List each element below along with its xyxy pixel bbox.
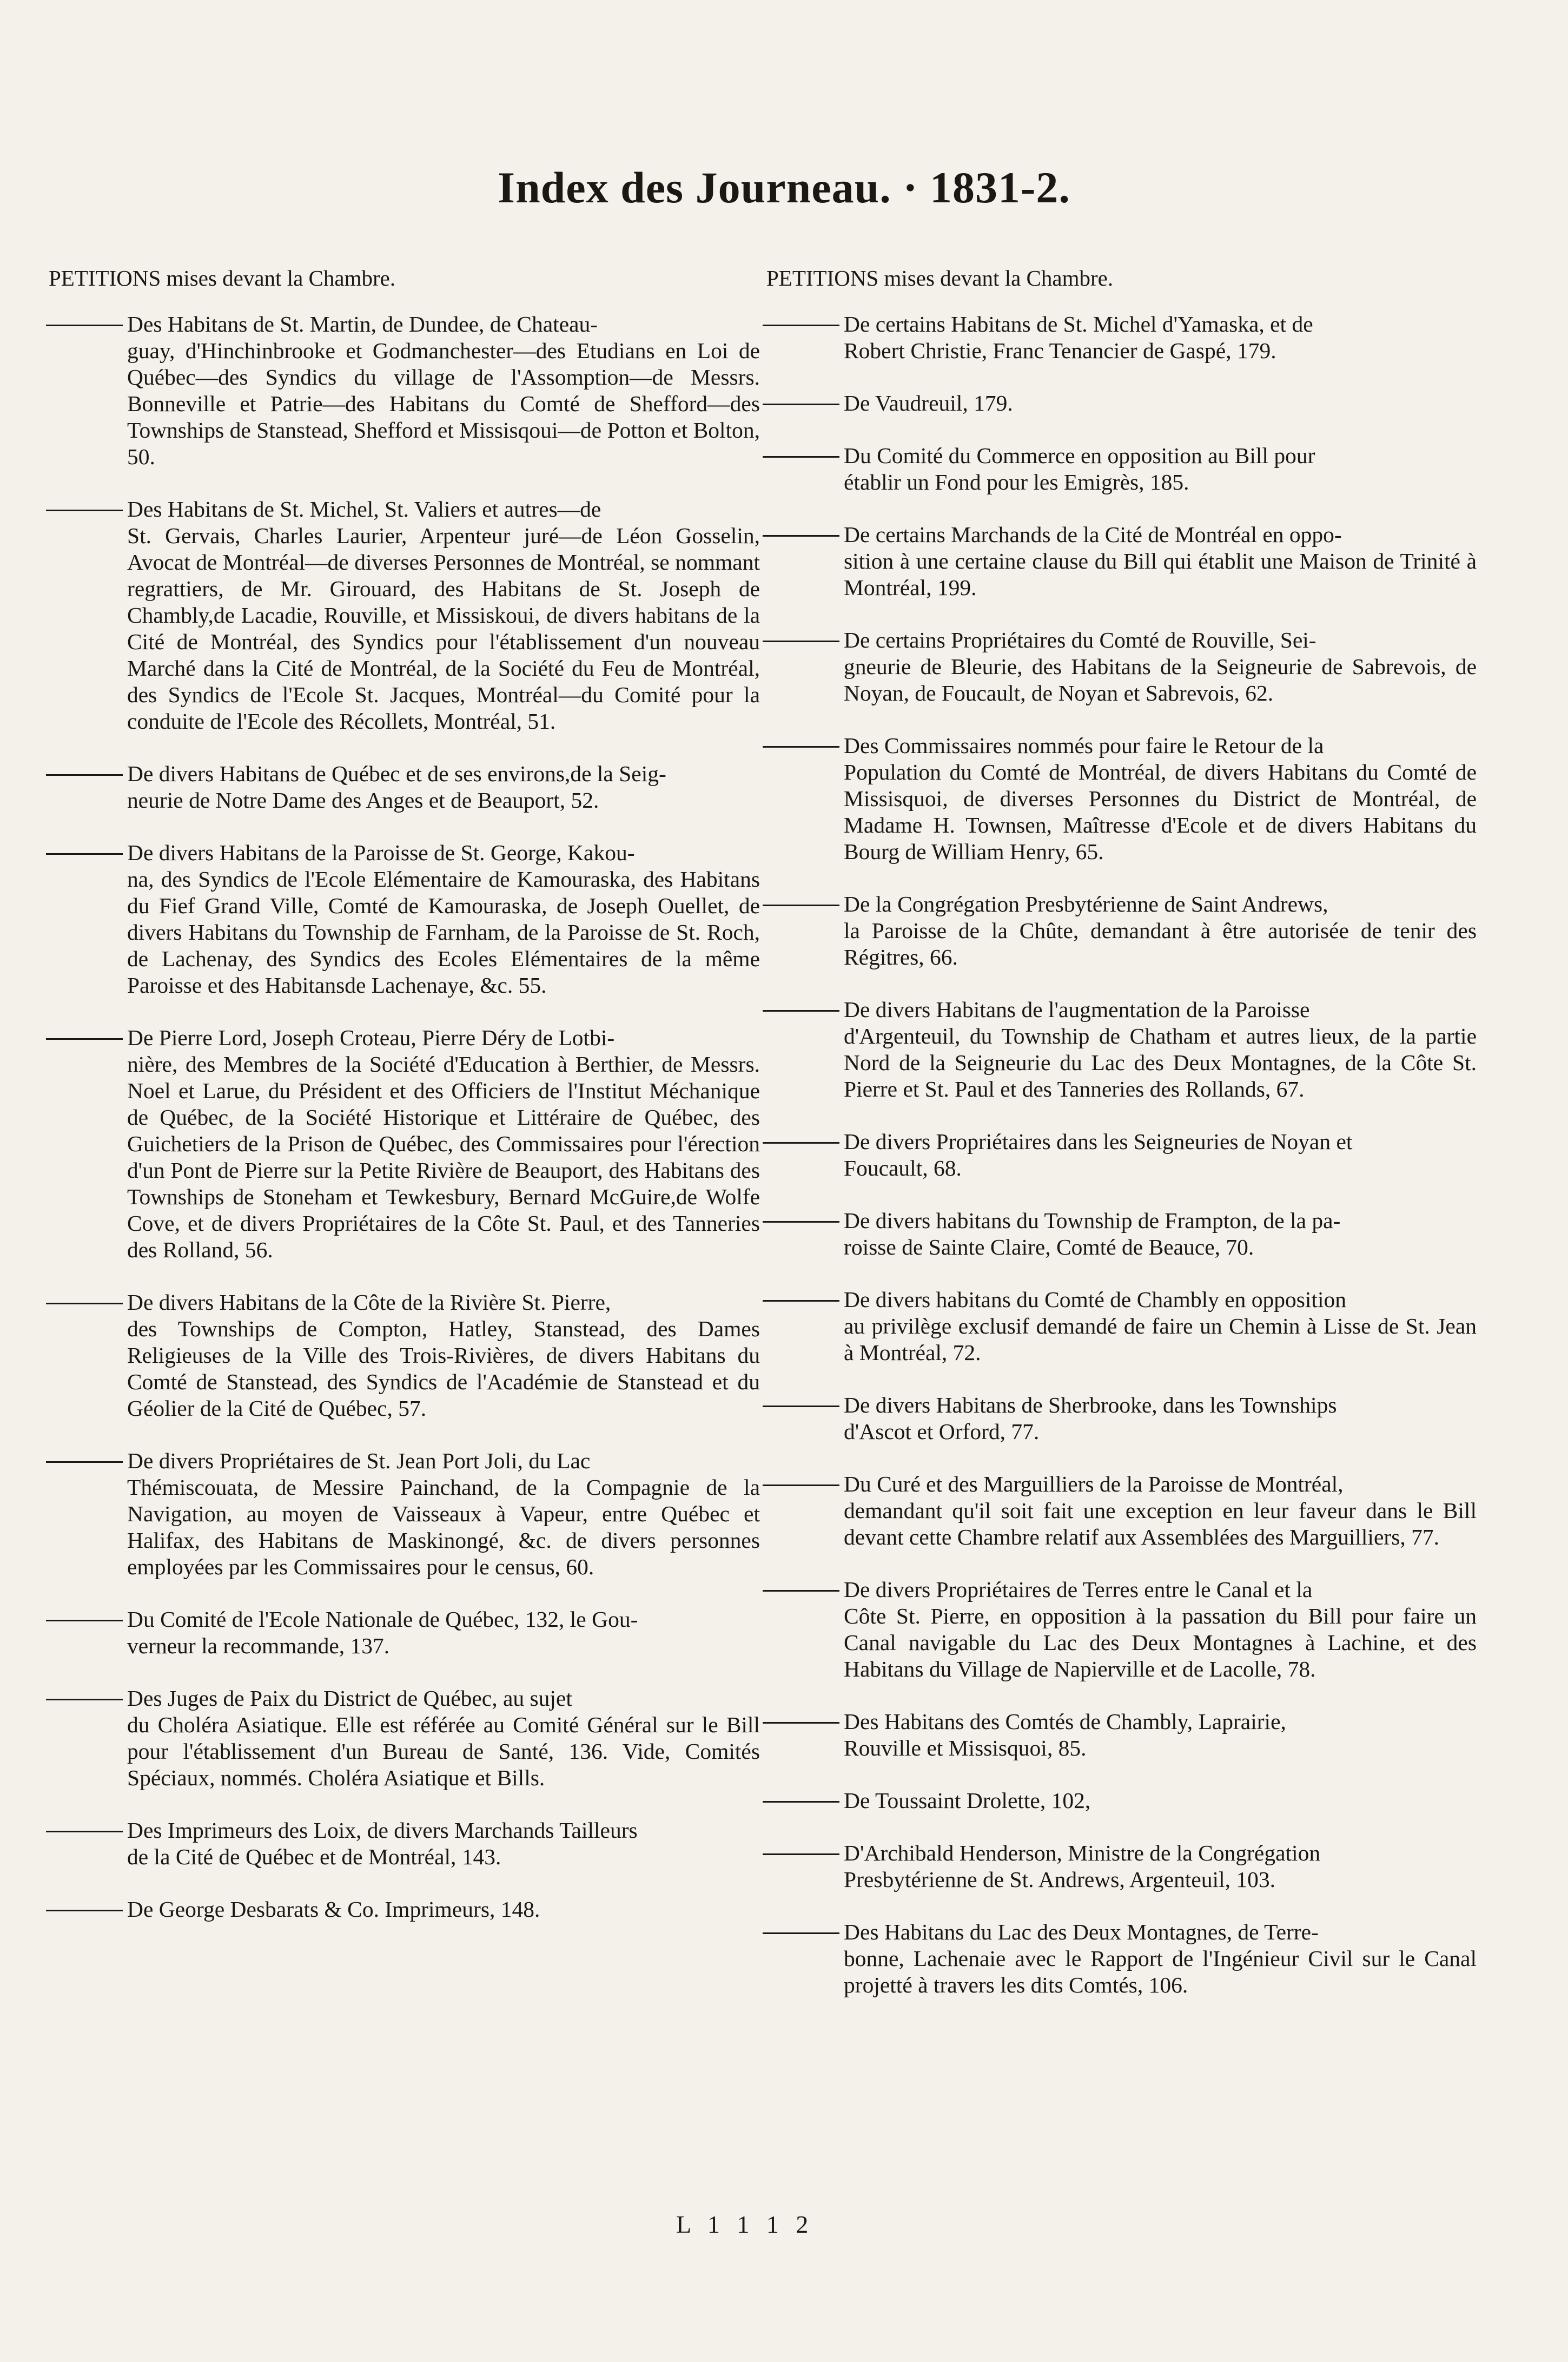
- entry-first-line: Du Comité du Commerce en opposition au Bill pour: [844, 443, 1315, 468]
- entry-first-line: De divers Habitans de Sherbrooke, dans les Townships: [844, 1393, 1337, 1417]
- entry-continuation: la Paroisse de la Chûte, demandant à être autorisée de tenir des Régitres, 66.: [844, 918, 1477, 969]
- entry-dash-rule: [46, 840, 127, 866]
- entry-dash-rule: [46, 311, 127, 338]
- entry-first-line: De divers Propriétaires de St. Jean Port Joli, du Lac: [127, 1448, 591, 1473]
- entry-continuation: Robert Christie, Franc Tenancier de Gaspé, 179.: [844, 338, 1276, 363]
- entry-first-line: De Vaudreuil, 179.: [844, 391, 1013, 415]
- entry-dash-rule: [763, 1787, 844, 1814]
- index-entry: [763, 1919, 1477, 1998]
- entry-dash-rule: [46, 1817, 127, 1844]
- entry-continuation: de la Cité de Québec et de Montréal, 143.: [127, 1844, 501, 1869]
- entry-continuation: na, des Syndics de l'Ecole Elémentaire de Kamouraska, des Habitans du Fief Grand Ville, Comté de Kamouraska, de Joseph Ouellet, de divers Habitans du Township de Farnham, de la Paroisse de St. Roch, de Lachenay, des Syndics des Ecoles Elémentaires de la même Paroisse et des Habitansde Lachenaye, &c. 55.: [127, 867, 760, 998]
- entry-first-line: De la Congrégation Presbytérienne de Saint Andrews,: [844, 892, 1328, 916]
- page-title: Index des Journeau. · 1831-2.: [498, 163, 1070, 212]
- entry-first-line: Des Habitans de St. Michel, St. Valiers et autres—de: [127, 497, 601, 522]
- entry-continuation: gneurie de Bleurie, des Habitans de la Seigneurie de Sabrevois, de Noyan, de Foucault, de Noyan et Sabrevois, 62.: [844, 654, 1477, 705]
- index-entry: [46, 840, 760, 999]
- left-column-heading: PETITIONS mises devant la Chambre.: [49, 266, 396, 291]
- index-entry: [46, 311, 760, 470]
- entry-first-line: De divers Habitans de l'augmentation de la Paroisse: [844, 997, 1310, 1022]
- index-entry: [46, 1685, 760, 1791]
- index-entry: [763, 1471, 1477, 1551]
- index-entry: [763, 733, 1477, 865]
- entry-first-line: De divers habitans du Comté de Chambly en opposition: [844, 1287, 1347, 1312]
- index-entry: [763, 1576, 1477, 1683]
- entry-continuation: guay, d'Hinchinbrooke et Godmanchester—des Etudians en Loi de Québec—des Syndics du village de l'Assomption—de Messrs. Bonneville et Patrie—des Habitans du Comté de Shefford—des Townships de Stanstead, Shefford et Missisqoui—de Potton et Bolton, 50.: [127, 338, 760, 469]
- entry-continuation: au privilège exclusif demandé de faire un Chemin à Lisse de St. Jean à Montréal, 72.: [844, 1314, 1477, 1365]
- index-entry: [763, 390, 1477, 417]
- entry-dash-rule: [763, 390, 844, 417]
- entry-first-line: De George Desbarats & Co. Imprimeurs, 148.: [127, 1897, 540, 1922]
- entry-continuation: Foucault, 68.: [844, 1156, 962, 1180]
- entry-dash-rule: [763, 1471, 844, 1497]
- entry-dash-rule: [763, 997, 844, 1023]
- entry-first-line: D'Archibald Henderson, Ministre de la Congrégation: [844, 1840, 1321, 1865]
- right-column: [763, 311, 1477, 2024]
- entry-first-line: Des Imprimeurs des Loix, de divers Marchands Tailleurs: [127, 1818, 638, 1843]
- entry-first-line: De divers Habitans de Québec et de ses environs,de la Seig-: [127, 761, 666, 786]
- entry-dash-rule: [763, 1286, 844, 1313]
- index-entry: [763, 891, 1477, 971]
- entry-dash-rule: [763, 627, 844, 654]
- entry-continuation: roisse de Sainte Claire, Comté de Beauce, 70.: [844, 1235, 1254, 1259]
- entry-dash-rule: [763, 522, 844, 548]
- index-entry: [46, 1448, 760, 1580]
- entry-continuation: sition à une certaine clause du Bill qui établit une Maison de Trinité à Montréal, 199.: [844, 549, 1477, 600]
- entry-first-line: Des Commissaires nommés pour faire le Retour de la: [844, 733, 1324, 758]
- index-entry: [46, 496, 760, 735]
- entry-first-line: Du Curé et des Marguilliers de la Paroisse de Montréal,: [844, 1472, 1344, 1496]
- entry-continuation: demandant qu'il soit fait une exception en leur faveur dans le Bill devant cette Chambre relatif aux Assemblées des Marguilliers, 77.: [844, 1498, 1477, 1549]
- entry-dash-rule: [763, 1129, 844, 1155]
- entry-first-line: De divers habitans du Township de Frampton, de la pa-: [844, 1208, 1341, 1233]
- entry-continuation: d'Ascot et Orford, 77.: [844, 1419, 1040, 1444]
- entry-first-line: Des Habitans de St. Martin, de Dundee, de Chateau-: [127, 312, 598, 337]
- entry-continuation: du Choléra Asiatique. Elle est référée au Comité Général sur le Bill pour l'établissement d'un Bureau de Santé, 136. Vide, Comités Spéciaux, nommés. Choléra Asiatique et Bills.: [127, 1712, 760, 1790]
- index-entry: [763, 1392, 1477, 1445]
- index-entry: [46, 1817, 760, 1870]
- entry-dash-rule: [763, 1208, 844, 1234]
- entry-continuation: neurie de Notre Dame des Anges et de Beauport, 52.: [127, 788, 599, 813]
- entry-dash-rule: [46, 1896, 127, 1923]
- left-column: [46, 311, 760, 1949]
- entry-first-line: De certains Habitans de St. Michel d'Yamaska, et de: [844, 312, 1313, 337]
- entry-continuation: Population du Comté de Montréal, de divers Habitans du Comté de Missisquoi, de diverses Personnes du District de Montréal, de Madame H. Townsen, Maîtresse d'Ecole et de divers Habitans du Bourg de William Henry, 65.: [844, 760, 1477, 864]
- index-entry: [46, 761, 760, 814]
- index-entry: [763, 1286, 1477, 1366]
- entry-continuation: d'Argenteuil, du Township de Chatham et autres lieux, de la partie Nord de la Seigneurie du Lac des Deux Montagnes, de la Côte St. Pierre et St. Paul et des Tanneries des Rollands, 67.: [844, 1024, 1477, 1101]
- entry-first-line: De divers Propriétaires de Terres entre le Canal et la: [844, 1577, 1313, 1602]
- index-entry: [763, 522, 1477, 601]
- signature-mark: L 1 1 1 2: [676, 2211, 814, 2238]
- entry-first-line: Du Comité de l'Ecole Nationale de Québec, 132, le Gou-: [127, 1607, 638, 1632]
- entry-dash-rule: [763, 1840, 844, 1866]
- index-entry: [763, 311, 1477, 364]
- index-entry: [763, 1787, 1477, 1814]
- entry-dash-rule: [763, 1708, 844, 1735]
- entry-first-line: De divers Habitans de la Côte de la Rivière St. Pierre,: [127, 1290, 611, 1315]
- entry-first-line: De Pierre Lord, Joseph Croteau, Pierre Déry de Lotbi-: [127, 1025, 615, 1050]
- index-entry: [763, 1708, 1477, 1761]
- entry-dash-rule: [763, 311, 844, 338]
- entry-continuation: Côte St. Pierre, en opposition à la passation du Bill pour faire un Canal navigable du Lac des Deux Montagnes à Lachine, et des Habitans du Village de Napierville et de Lacolle, 78.: [844, 1604, 1477, 1681]
- entry-first-line: Des Habitans du Lac des Deux Montagnes, de Terre-: [844, 1919, 1319, 1944]
- entry-dash-rule: [763, 1392, 844, 1418]
- entry-first-line: De divers Habitans de la Paroisse de St. George, Kakou-: [127, 840, 635, 865]
- entry-continuation: Presbytérienne de St. Andrews, Argenteuil, 103.: [844, 1867, 1275, 1892]
- entry-first-line: Des Habitans des Comtés de Chambly, Laprairie,: [844, 1709, 1286, 1734]
- entry-first-line: De Toussaint Drolette, 102,: [844, 1788, 1091, 1813]
- entry-first-line: De certains Propriétaires du Comté de Rouville, Sei-: [844, 628, 1316, 652]
- right-column-heading: PETITIONS mises devant la Chambre.: [766, 266, 1114, 291]
- entry-continuation: Rouville et Missisquoi, 85.: [844, 1736, 1087, 1760]
- entry-continuation: bonne, Lachenaie avec le Rapport de l'Ingénieur Civil sur le Canal projetté à travers les dits Comtés, 106.: [844, 1946, 1477, 1997]
- index-entry: [46, 1025, 760, 1263]
- index-entry: [763, 443, 1477, 496]
- index-entry: [46, 1289, 760, 1422]
- entry-dash-rule: [763, 443, 844, 469]
- entry-continuation: verneur la recommande, 137.: [127, 1633, 390, 1658]
- entry-first-line: De certains Marchands de la Cité de Montréal en oppo-: [844, 522, 1342, 547]
- index-entry: [46, 1606, 760, 1659]
- entry-continuation: Thémiscouata, de Messire Painchand, de la Compagnie de la Navigation, au moyen de Vaisseaux à Vapeur, entre Québec et Halifax, des Habitans de Maskinongé, &c. de divers personnes employées par les Commissaires pour le census, 60.: [127, 1475, 760, 1579]
- entry-dash-rule: [46, 1685, 127, 1712]
- entry-dash-rule: [763, 1576, 844, 1603]
- entry-first-line: Des Juges de Paix du District de Québec, au sujet: [127, 1686, 572, 1711]
- index-entry: [763, 1208, 1477, 1261]
- index-entry: [763, 997, 1477, 1103]
- entry-continuation: des Townships de Compton, Hatley, Stanstead, des Dames Religieuses de la Ville des Trois-Rivières, de divers Habitans du Comté de Stanstead, des Syndics de l'Académie de Stanstead et du Géolier de la Cité de Québec, 57.: [127, 1316, 760, 1421]
- entry-continuation: nière, des Membres de la Société d'Education à Berthier, de Messrs. Noel et Larue, du Président et des Officiers de l'Institut Méchanique de Québec, de la Société Historique et Littéraire de Québec, des Guichetiers de la Prison de Québec, des Commissaires pour l'érection d'un Pont de Pierre sur la Petite Rivière de Beauport, des Habitans des Townships de Stoneham et Tewkesbury, Bernard McGuire,de Wolfe Cove, et de divers Propriétaires de la Côte St. Paul, et des Tanneries des Rolland, 56.: [127, 1052, 760, 1262]
- entry-dash-rule: [46, 1606, 127, 1633]
- entry-dash-rule: [46, 496, 127, 523]
- entry-dash-rule: [46, 1025, 127, 1051]
- entry-first-line: De divers Propriétaires dans les Seigneuries de Noyan et: [844, 1129, 1353, 1154]
- index-entry: [763, 627, 1477, 707]
- entry-dash-rule: [46, 1289, 127, 1316]
- entry-dash-rule: [46, 1448, 127, 1474]
- entry-dash-rule: [763, 891, 844, 918]
- entry-continuation: établir un Fond pour les Emigrès, 185.: [844, 470, 1189, 494]
- entry-dash-rule: [763, 1919, 844, 1945]
- entry-continuation: St. Gervais, Charles Laurier, Arpenteur juré—de Léon Gosselin, Avocat de Montréal—de diverses Personnes de Montréal, se nommant regrattiers, de Mr. Girouard, des Habitans de St. Joseph de Chambly,de Lacadie, Rouville, et Missiskoui, de divers habitans de la Cité de Montréal, des Syndics pour l'établissement d'un nouveau Marché dans la Cité de Montréal, de la Société du Feu de Montréal, des Syndics de l'Ecole St. Jacques, Montréal—du Comité pour la conduite de l'Ecole des Récollets, Montréal, 51.: [127, 523, 760, 734]
- index-entry: [763, 1129, 1477, 1182]
- index-entry: [46, 1896, 760, 1923]
- entry-dash-rule: [763, 733, 844, 759]
- entry-dash-rule: [46, 761, 127, 787]
- index-entry: [763, 1840, 1477, 1893]
